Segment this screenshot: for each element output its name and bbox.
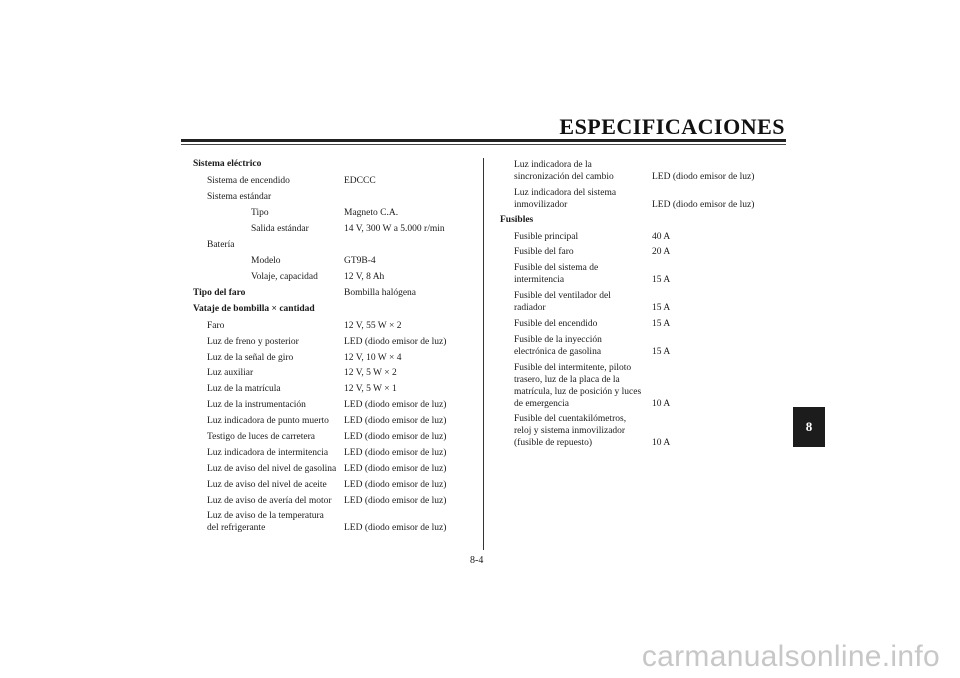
fuse-value-ventilador: 15 A xyxy=(652,303,671,313)
spec-value-voltaje: 12 V, 8 Ah xyxy=(344,272,385,282)
fuse-label-piloto-3: matrícula, luz de posición y luces xyxy=(514,387,642,397)
fuse-label-encendido: Fusible del encendido xyxy=(514,319,598,329)
fuse-value-faro: 20 A xyxy=(652,247,671,257)
fuse-label-inyeccion-1: Fusible de la inyección xyxy=(514,335,602,345)
fuse-label-principal: Fusible principal xyxy=(514,232,579,242)
page-number: 8-4 xyxy=(470,555,484,566)
spec-label-faro: Faro xyxy=(207,321,225,331)
spec-label-aceite: Luz de aviso del nivel de aceite xyxy=(207,480,327,490)
fuse-label-intermitencia-2: intermitencia xyxy=(514,275,565,285)
spec-label-modelo: Modelo xyxy=(251,256,281,266)
page-title: ESPECIFICACIONES xyxy=(559,114,785,139)
fuse-label-cuenta-3: (fusible de repuesto) xyxy=(514,438,593,448)
spec-label-gasolina: Luz de aviso del nivel de gasolina xyxy=(207,464,337,474)
fuse-value-inyeccion: 15 A xyxy=(652,347,671,357)
spec-value-temperatura: LED (diodo emisor de luz) xyxy=(344,523,447,533)
spec-label-matricula: Luz de la matrícula xyxy=(207,384,281,394)
fuse-label-piloto-2: trasero, luz de la placa de la xyxy=(514,375,620,385)
column-divider xyxy=(483,158,484,550)
spec-value-auxiliar: 12 V, 5 W × 2 xyxy=(344,368,397,378)
fuse-value-piloto: 10 A xyxy=(652,399,671,409)
spec-value-matricula: 12 V, 5 W × 1 xyxy=(344,384,397,394)
fuse-label-inyeccion-2: electrónica de gasolina xyxy=(514,347,602,357)
fuse-value-intermitencia: 15 A xyxy=(652,275,671,285)
fuse-value-principal: 40 A xyxy=(652,232,671,242)
section-fusibles: Fusibles xyxy=(500,215,534,225)
header-rule-thick xyxy=(181,139,786,142)
chapter-tab: 8 xyxy=(793,407,825,447)
fuse-label-ventilador-2: radiador xyxy=(514,303,546,313)
fuse-label-piloto-1: Fusible del intermitente, piloto xyxy=(514,363,632,373)
spec-value-aceite: LED (diodo emisor de luz) xyxy=(344,480,447,490)
spec-label-sistema-estandar: Sistema estándar xyxy=(207,192,272,202)
spec-value-salida: 14 V, 300 W a 5.000 r/min xyxy=(344,224,445,234)
spec-label-intermitencia: Luz indicadora de intermitencia xyxy=(207,448,329,458)
spec-label-salida: Salida estándar xyxy=(251,224,309,234)
fuse-label-intermitencia-1: Fusible del sistema de xyxy=(514,263,599,273)
fuse-label-cuenta-1: Fusible del cuentakilómetros, xyxy=(514,414,627,424)
spec-value-instrumentacion: LED (diodo emisor de luz) xyxy=(344,400,447,410)
fuse-label-piloto-4: de emergencia xyxy=(514,399,569,409)
spec-label-giro: Luz de la señal de giro xyxy=(207,353,294,363)
spec-value-inmov: LED (diodo emisor de luz) xyxy=(652,200,755,210)
spec-value-gasolina: LED (diodo emisor de luz) xyxy=(344,464,447,474)
spec-value-tipo-faro: Bombilla halógena xyxy=(344,288,417,298)
section-vataje: Vataje de bombilla × cantidad xyxy=(193,304,315,314)
spec-label-inmov-2: inmovilizador xyxy=(514,200,568,210)
fuse-label-ventilador-1: Fusible del ventilador del xyxy=(514,291,611,301)
spec-value-punto-muerto: LED (diodo emisor de luz) xyxy=(344,416,447,426)
fuse-value-cuenta: 10 A xyxy=(652,438,671,448)
spec-label-sincro-1: Luz indicadora de la xyxy=(514,160,592,170)
section-sistema-electrico: Sistema eléctrico xyxy=(193,159,262,169)
spec-label-sistema-encendido: Sistema de encendido xyxy=(207,176,290,186)
section-tipo-faro: Tipo del faro xyxy=(193,288,246,298)
spec-value-tipo: Magneto C.A. xyxy=(344,208,399,218)
spec-label-tipo: Tipo xyxy=(251,208,269,218)
spec-value-averia: LED (diodo emisor de luz) xyxy=(344,496,447,506)
spec-label-temperatura-2: del refrigerante xyxy=(207,523,266,533)
spec-value-intermitencia: LED (diodo emisor de luz) xyxy=(344,448,447,458)
fuse-label-faro: Fusible del faro xyxy=(514,247,574,257)
spec-label-auxiliar: Luz auxiliar xyxy=(207,368,254,378)
spec-value-freno: LED (diodo emisor de luz) xyxy=(344,337,447,347)
spec-label-sincro-2: sincronización del cambio xyxy=(514,172,614,182)
fuse-label-cuenta-2: reloj y sistema inmovilizador xyxy=(514,426,626,436)
spec-label-carretera: Testigo de luces de carretera xyxy=(207,432,315,442)
spec-value-carretera: LED (diodo emisor de luz) xyxy=(344,432,447,442)
spec-label-voltaje: Volaje, capacidad xyxy=(251,272,318,282)
spec-label-averia: Luz de aviso de avería del motor xyxy=(207,496,332,506)
spec-value-faro: 12 V, 55 W × 2 xyxy=(344,321,402,331)
header-rule-thin xyxy=(181,144,786,145)
fuse-value-encendido: 15 A xyxy=(652,319,671,329)
watermark: carmanualsonline.info xyxy=(641,640,940,673)
spec-value-modelo: GT9B-4 xyxy=(344,256,376,266)
spec-value-sistema-encendido: EDCCC xyxy=(344,176,376,186)
spec-value-giro: 12 V, 10 W × 4 xyxy=(344,353,402,363)
spec-value-sincro: LED (diodo emisor de luz) xyxy=(652,172,755,182)
spec-label-bateria: Batería xyxy=(207,240,235,250)
spec-label-temperatura-1: Luz de aviso de la temperatura xyxy=(207,511,324,521)
spec-label-punto-muerto: Luz indicadora de punto muerto xyxy=(207,416,329,426)
spec-label-freno: Luz de freno y posterior xyxy=(207,337,299,347)
spec-label-instrumentacion: Luz de la instrumentación xyxy=(207,400,306,410)
spec-label-inmov-1: Luz indicadora del sistema xyxy=(514,188,617,198)
